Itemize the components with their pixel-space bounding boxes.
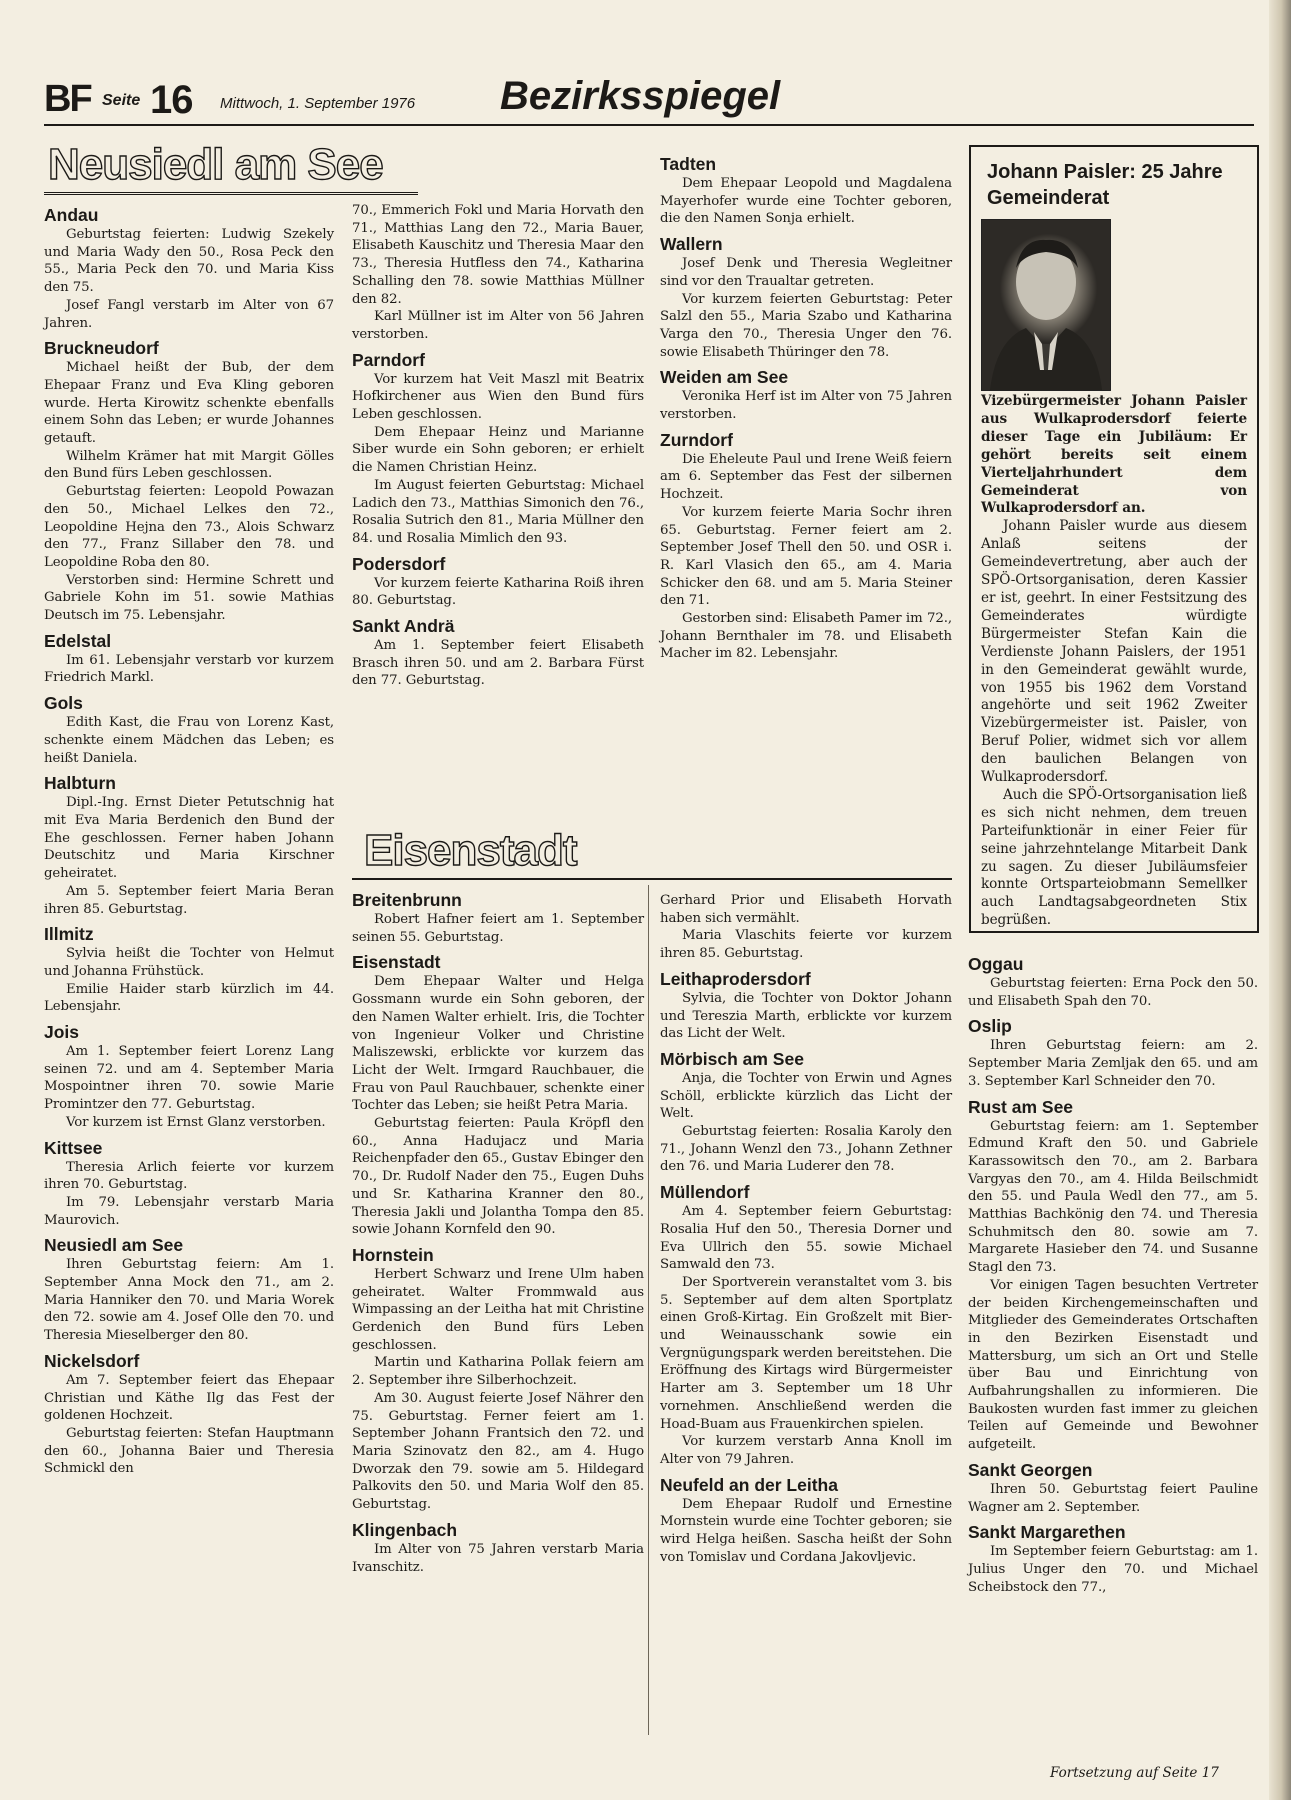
place-heading: Eisenstadt <box>352 952 441 973</box>
article-paragraph: Verstorben sind: Hermine Schrett und Gabriele Kohn im 51. sowie Mathias Deutsch im 75. Lebensjahr. <box>44 572 334 624</box>
article <box>660 154 952 228</box>
place-heading: Müllendorf <box>660 1182 750 1203</box>
article-paragraph: Herbert Schwarz und Irene Ulm haben geheiratet. Walter Frommwald aus Wimpassing an der Leitha hat mit Christine Gerdenich den Bund fürs Leben geschlossen. <box>352 1266 644 1353</box>
article <box>660 969 952 1043</box>
article-paragraph: Vor einigen Tagen besuchten Vertreter der beiden Kirchengemeinschaften und Mitglieder des Gemeinderates Ortschaften in den Bezirken Eisenstadt und Mattersburg, um sich an Ort und Stelle über Bau und Einrichtung von Aufbahrungshallen zu informieren. Die Baukosten wurden fast immer zu gleichen Teilen auf Gemeinde und Bewohner aufgeteilt. <box>968 1277 1258 1453</box>
article-paragraph: Gestorben sind: Elisabeth Pamer im 72., Johann Bernthaler im 78. und Elisabeth Macher im 82. Lebensjahr. <box>660 611 952 662</box>
article-paragraph: Vor kurzem feierte Maria Sochr ihren 65. Geburtstag. Ferner feiert am 2. September Josef Thell den 50. und OSR i. R. Karl Vlasich den 65., am 4. Maria Schicker den 68. und am 5. Maria Steiner den 71. <box>660 504 952 609</box>
column-4-articles <box>968 954 1258 1596</box>
article <box>660 367 952 423</box>
article-paragraph: Dipl.-Ing. Ernst Dieter Petutschnig hat mit Eva Maria Berdenich den Bund der Ehe geschlossen. Ferner haben Johann Deutschitz und Maria Kirschner geheiratet. <box>44 795 334 882</box>
article-paragraph: Emilie Haider starb kürzlich im 44. Lebensjahr. <box>44 981 334 1015</box>
article-paragraph: Geburtstag feierten: Leopold Powazan den 50., Michael Lelkes den 72., Leopoldine Hejna den 73., Alois Schwarz den 77., Franz Sillaber den 78. und Leopoldine Roba den 80. <box>44 484 334 570</box>
column-3-upper <box>660 148 952 663</box>
place-heading: Parndorf <box>352 349 425 370</box>
article <box>44 1138 334 1230</box>
article <box>660 1182 952 1469</box>
place-heading: Neufeld an der Leitha <box>660 1474 838 1495</box>
column-2-upper <box>352 202 644 690</box>
article-paragraph: Der Sportverein veranstaltet vom 3. bis 5. September auf dem alten Sportplatz einen Groß-Kirtag. Ein Großzelt mit Bier- und Weinausschank sowie ein Vergnügungspark werden bereitstehen. Die Eröffnung des Kirtags wird Bürgermeister Harter am 3. September um 18 Uhr vornehmen. Anschließend werden die Hoad-Buam aus Frauenkirchen spielen. <box>660 1274 952 1432</box>
page-number: 16 <box>150 78 193 122</box>
article <box>968 1016 1258 1090</box>
article-paragraph: Anja, die Tochter von Erwin und Agnes Schöll, erblickte kürzlich das Licht der Welt. <box>660 1070 952 1122</box>
article-paragraph: Vor kurzem feierte Katharina Roiß ihren 80. Geburtstag. <box>352 575 644 609</box>
article-paragraph: Am 30. August feierte Josef Nährer den 75. Geburtstag. Ferner feiert am 1. September Johann Frantsich den 72. und Maria Szinovatz den 82., am 4. Hugo Dworzak den 79. sowie am 5. Hildegard Palkovits den 50. und Maria Wolf den 85. Geburtstag. <box>352 1390 644 1513</box>
eisenstadt-rule <box>352 878 952 880</box>
place-heading: Bruckneudorf <box>44 338 159 359</box>
place-heading: Tadten <box>660 154 717 174</box>
place-heading: Edelstal <box>44 630 112 651</box>
article <box>44 924 334 1016</box>
article-paragraph: Dem Ehepaar Leopold und Magdalena Mayerhofer wurde eine Tochter geboren, die den Namen Sonja erhielt. <box>660 176 952 227</box>
place-heading: Halbturn <box>44 773 116 794</box>
masthead-rule <box>44 124 1254 126</box>
portrait-icon <box>982 220 1110 390</box>
article-paragraph: Am 1. September feiert Elisabeth Brasch ihren 50. und am 2. Barbara Fürst den 77. Geburtstag. <box>352 638 644 689</box>
article-paragraph: Edith Kast, die Frau von Lorenz Kast, schenkte einem Mädchen das Leben; es heißt Daniela. <box>44 715 334 766</box>
feature-headline: Johann Paisler: 25 Jahre Gemeinderat <box>987 161 1223 209</box>
article-paragraph: Am 1. September feiert Lorenz Lang seinen 72. und am 4. September Maria Mospointner ihren 70. sowie Marie Promintzer den 77. Geburtstag. <box>44 1044 334 1113</box>
article <box>352 554 644 610</box>
place-heading: Andau <box>44 205 99 225</box>
article <box>44 1235 334 1345</box>
photo-caption: Vizebürgermeister Johann Paisler aus Wulkaprodersdorf feierte dieser Tage ein Jubiläum: Er gehört bereits seit einem Vierteljahrhundert dem Gemeinderat von Wulkaprodersdorf an. <box>981 393 1247 517</box>
place-heading: Hornstein <box>352 1244 434 1265</box>
page-edge <box>1269 0 1291 1800</box>
column-2-lower <box>352 884 644 1576</box>
article-paragraph: Ihren Geburtstag feiern: am 2. September Maria Zemljak den 65. und am 3. September Karl Schneider den 70. <box>968 1038 1258 1089</box>
article-paragraph: Josef Denk und Theresia Wegleitner sind vor den Traualtar getreten. <box>660 256 952 289</box>
article <box>660 1049 952 1176</box>
article <box>44 205 334 332</box>
article <box>44 693 334 767</box>
column-4 <box>968 948 1258 1596</box>
feature-box-paisler <box>969 145 1259 933</box>
article-paragraph: Karl Müllner ist im Alter von 56 Jahren verstorben. <box>352 309 644 342</box>
column-2-lower-articles <box>352 890 644 1576</box>
article <box>352 952 644 1239</box>
article <box>44 631 334 687</box>
article-paragraph: Geburtstag feierten: Stefan Hauptmann den 60., Johanna Baier und Theresia Schmickl den <box>44 1425 334 1477</box>
article <box>352 890 644 946</box>
section-heading-neusiedl: Neusiedl am See <box>44 140 418 195</box>
article <box>352 202 644 344</box>
column-2-upper-articles <box>352 202 644 690</box>
article-paragraph: Die Eheleute Paul und Irene Weiß feiern am 6. September das Fest der silbernen Hochzeit. <box>660 451 952 503</box>
article-paragraph: Sylvia, die Tochter von Doktor Johann und Tereszia Marth, erblickte vor kurzem das Licht der Welt. <box>660 990 952 1042</box>
article-paragraph: Maria Vlaschits feierte vor kurzem ihren 85. Geburtstag. <box>660 928 952 962</box>
place-heading: Kittsee <box>44 1137 103 1158</box>
place-heading: Nickelsdorf <box>44 1350 140 1371</box>
column-1-articles <box>44 205 334 1478</box>
article-paragraph: Ihren 50. Geburtstag feiert Pauline Wagner am 2. September. <box>968 1481 1258 1515</box>
place-heading: Breitenbrunn <box>352 890 462 910</box>
article-paragraph: Im September feiern Geburtstag: am 1. Julius Unger den 70. und Michael Scheibstock den 77., <box>968 1544 1258 1595</box>
place-heading: Zurndorf <box>660 429 733 450</box>
article-paragraph: Sylvia heißt die Tochter von Helmut und Johanna Frühstück. <box>44 946 334 979</box>
place-heading: Jois <box>44 1022 80 1043</box>
article-paragraph: Vor kurzem verstarb Anna Knoll im Alter von 79 Jahren. <box>660 1434 952 1467</box>
article-paragraph: 70., Emmerich Fokl und Maria Horvath den 71., Matthias Lang den 72., Maria Bauer, Elisabeth Kauschitz und Theresia Maar den 73., Theresia Hutfless den 74., Katharina Schalling den 78. sowie Matthias Müllner den 82. <box>352 203 644 307</box>
section-heading-eisenstadt: Eisenstadt <box>364 826 577 875</box>
place-heading: Sankt Andrä <box>352 616 455 637</box>
article-paragraph: Dem Ehepaar Heinz und Marianne Siber wurde ein Sohn geboren; er erhielt die Namen Christian Heinz. <box>352 424 644 476</box>
article-paragraph: Dem Ehepaar Rudolf und Ernestine Mornstein wurde eine Tochter geboren; sie wird Helga heißen. Sascha heißt der Sohn von Tomislav und Cordana Jakovljevic. <box>660 1496 952 1565</box>
article-paragraph: Im August feierten Geburtstag: Michael Ladich den 73., Matthias Simonich den 76., Rosalia Sutrich den 81., Maria Müllner den 84. und Rosalia Mimlich den 93. <box>352 477 644 546</box>
article-paragraph: Im Alter von 75 Jahren verstarb Maria Ivanschitz. <box>352 1541 644 1575</box>
article-paragraph: Im 61. Lebensjahr verstarb vor kurzem Friedrich Markl. <box>44 652 334 686</box>
article <box>660 892 952 963</box>
place-heading: Rust am See <box>968 1096 1074 1117</box>
article <box>968 1097 1258 1454</box>
article-paragraph: Ihren Geburtstag feiern: Am 1. September Anna Mock den 71., am 2. Maria Hanniker den 70. und Maria Worek den 72. sowie am 4. Josef Olle den 70. und Theresia Mieselberger den 80. <box>44 1257 334 1344</box>
article-paragraph: Am 5. September feiert Maria Beran ihren 85. Geburtstag. <box>44 883 334 917</box>
place-heading: Oslip <box>968 1016 1012 1037</box>
article <box>352 1520 644 1576</box>
article <box>352 1245 644 1514</box>
paper-logo: BF <box>44 78 91 120</box>
eisenstadt-heading-wrap <box>360 826 960 878</box>
article-paragraph: Geburtstag feierten: Paula Kröpfl den 60., Anna Hadujacz und Maria Reichenpfader den 65., Gustav Ebinger den 70., Dr. Rudolf Nader den 75., Eugen Duhs und Sr. Katharina Kranner den 80., Theresia Jakli und Jolantha Tompa den 85. sowie Johann Kornfeld den 90. <box>352 1116 644 1238</box>
article <box>352 350 644 548</box>
feature-paragraph: Auch die SPÖ-Ortsorganisation ließ es sich nicht nehmen, dem treuen Parteifunktionär in einer Feier für seine jahrzehntelange Mitarbeit Dank zu sagen. Zu dieser Jubiläumsfeier konnte Ortsparteiobmann Semellker auch Landtagsabgeordneten Stix begrüßen. <box>981 786 1247 929</box>
section-title: Bezirksspiegel <box>500 74 781 118</box>
place-heading: Neusiedl am See <box>44 1235 184 1256</box>
article <box>968 1522 1258 1596</box>
article-paragraph: Geburtstag feiern: am 1. September Edmund Kraft den 50. und Gabriele Karassowitsch den 70., am 2. Barbara Vargyas den 70., am 4. Hilda Beilschmidt den 55. und Paula Wedl den 77., am 5. Matthias Bachkönig den 74. und Theresia Schuhmitsch den 80. sowie am 7. Margarete Hasieber den 74. und Susanne Stagl den 73. <box>968 1118 1258 1276</box>
article <box>968 954 1258 1010</box>
place-heading: Mörbisch am See <box>660 1048 804 1069</box>
column-3-upper-articles <box>660 154 952 663</box>
column-3-lower <box>660 892 952 1567</box>
article-paragraph: Josef Fangl verstarb im Alter von 67 Jahren. <box>44 297 334 331</box>
article-paragraph: Im 79. Lebensjahr verstarb Maria Maurovich. <box>44 1194 334 1228</box>
issue-date: Mittwoch, 1. September 1976 <box>220 95 416 112</box>
article <box>44 1351 334 1478</box>
article <box>44 338 334 625</box>
article <box>44 773 334 918</box>
continuation-note: Fortsetzung auf Seite 17 <box>1050 1765 1219 1781</box>
place-heading: Podersdorf <box>352 553 446 574</box>
place-heading: Oggau <box>968 954 1024 974</box>
article <box>660 430 952 663</box>
article-paragraph: Wilhelm Krämer hat mit Margit Gölles den Bund fürs Leben geschlossen. <box>44 448 334 482</box>
article-paragraph: Veronika Herf ist im Alter von 75 Jahren verstorben. <box>660 389 952 423</box>
place-heading: Wallern <box>660 234 723 255</box>
place-heading: Gols <box>44 693 83 714</box>
article <box>660 1475 952 1567</box>
article <box>660 234 952 361</box>
article-paragraph: Geburtstag feierten: Rosalia Karoly den 71., Johann Wenzl den 73., Johann Zethner den 76. und Maria Luderer den 78. <box>660 1124 952 1175</box>
portrait-photo <box>981 219 1111 391</box>
article-paragraph: Theresia Arlich feierte vor kurzem ihren 70. Geburtstag. <box>44 1159 334 1193</box>
article-paragraph: Vor kurzem hat Veit Maszl mit Beatrix Hofkirchener aus Wien den Bund fürs Leben geschlossen. <box>352 371 644 423</box>
place-heading: Sankt Margarethen <box>968 1522 1126 1543</box>
article-paragraph: Am 7. September feiert das Ehepaar Christian und Käthe Ilg das Fest der goldenen Hochzeit. <box>44 1372 334 1424</box>
article-paragraph: Am 4. September feiern Geburtstag: Rosalia Huf den 50., Theresia Dorner und Eva Ullrich den 55. sowie Michael Samwald den 73. <box>660 1204 952 1273</box>
masthead <box>44 74 1254 122</box>
feature-body <box>981 518 1247 930</box>
article-paragraph: Martin und Katharina Pollak feiern am 2. September ihre Silberhochzeit. <box>352 1355 644 1389</box>
place-heading: Illmitz <box>44 924 94 945</box>
article-paragraph: Vor kurzem feierten Geburtstag: Peter Salzl den 55., Maria Szabo und Katharina Varga den 70., Theresia Unger den 76. sowie Elisabeth Thüringer den 78. <box>660 291 952 360</box>
article-paragraph: Robert Hafner feiert am 1. September seinen 55. Geburtstag. <box>352 912 644 945</box>
article <box>968 1460 1258 1516</box>
place-heading: Klingenbach <box>352 1519 458 1540</box>
page-label: Seite <box>102 92 141 109</box>
article-paragraph: Dem Ehepaar Walter und Helga Gossmann wurde ein Sohn geboren, der den Namen Walter erhielt. Iris, die Tochter von Ingenieur Volker und Christine Maliszewski, erblickte vor kurzem das Licht der Welt. Irmgard Rauchbauer, die Frau von Paul Rauchbauer, schenkte einer Tochter das Leben; sie heißt Petra Maria. <box>352 974 644 1114</box>
place-heading: Sankt Georgen <box>968 1459 1093 1480</box>
article-paragraph: Vor kurzem ist Ernst Glanz verstorben. <box>66 1114 326 1130</box>
column-divider <box>648 885 649 1735</box>
article-paragraph: Michael heißt der Bub, der dem Ehepaar Franz und Eva Kling geboren wurde. Herta Kirowitz schenkte ebenfalls einem Sohn das Leben; er wurde Johannes getauft. <box>44 360 334 447</box>
article <box>44 1022 334 1132</box>
article-paragraph: Gerhard Prior und Elisabeth Horvath haben sich vermählt. <box>660 893 952 926</box>
feature-paragraph: Johann Paisler wurde aus diesem Anlaß seitens der Gemeindevertretung, aber auch der SPÖ-Ortsorganisation, deren Kassier er ist, geehrt. In einer Festsitzung des Gemeinderates würdigte Bürgermeister Stefan Kain die Verdienste Johann Paislers, der 1951 in den Gemeinderat gewählt wurde, von 1955 bis 1962 dem Vorstand angehörte und seit 1962 Zweiter Vizebürgermeister ist. Paisler, von Beruf Polier, widmet sich vor allem den baulichen Belangen von Wulkaprodersdorf. <box>981 518 1247 786</box>
article-paragraph: Geburtstag feierten: Ludwig Szekely und Maria Wady den 50., Rosa Peck den 55., Maria Peck den 70. und Maria Kiss den 75. <box>44 227 334 296</box>
article-paragraph: Geburtstag feierten: Erna Pock den 50. und Elisabeth Spah den 70. <box>968 976 1258 1009</box>
column-3-lower-articles <box>660 892 952 1567</box>
place-heading: Leithaprodersdorf <box>660 968 811 989</box>
column-1 <box>44 140 383 1478</box>
article <box>352 616 644 690</box>
place-heading: Weiden am See <box>660 367 789 388</box>
